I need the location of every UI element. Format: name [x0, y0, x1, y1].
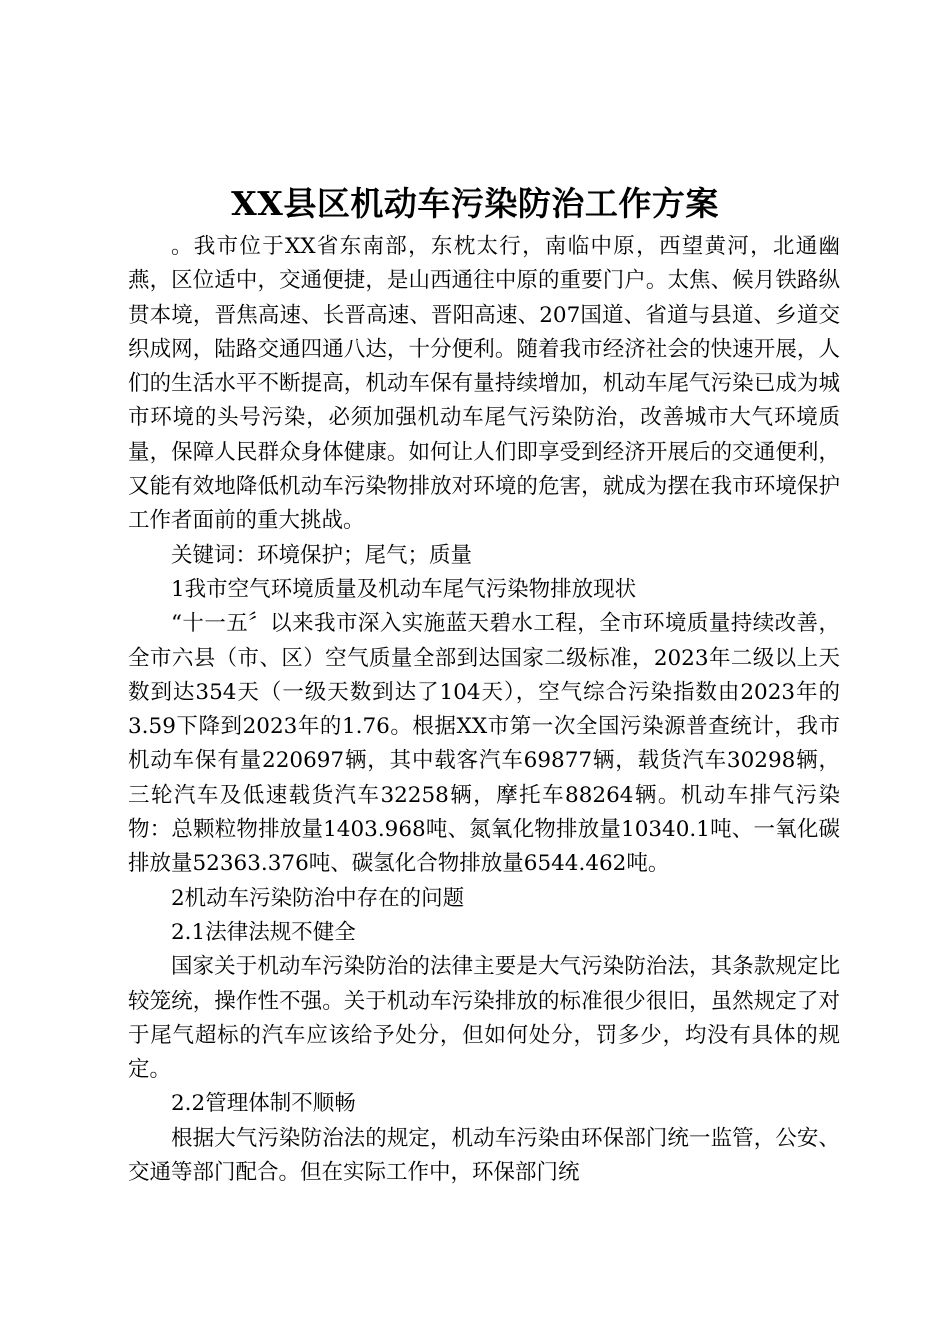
subsection-2-1-paragraph: 国家关于机动车污染防治的法律主要是大气污染防治法，其条款规定比较笼统，操作性不强。关于机动车污染排放的标准很少很旧，虽然规定了对于尾气超标的汽车应该给予处分，但如何处分，罚多少，均没有具体的规定。: [128, 954, 840, 1083]
section-heading-2: 2机动车污染防治中存在的问题: [171, 885, 465, 911]
subsection-heading-2-1: 2.1法律法规不健全: [171, 919, 356, 945]
document-body: [128, 230, 840, 1190]
intro-paragraph: 。我市位于XX省东南部，东枕太行，南临中原，西望黄河，北通幽燕，区位适中，交通便捷，是山西通往中原的重要门户。太焦、候月铁路纵贯本境，晋焦高速、长晋高速、晋阳高速、207国道、省道与县道、乡道交织成网，陆路交通四通八达，十分便利。随着我市经济社会的快速开展，人们的生活水平不断提高，机动车保有量持续增加，机动车尾气污染已成为城市环境的头号污染，必须加强机动车尾气污染防治，改善城市大气环境质量，保障人民群众身体健康。如何让人们即享受到经济开展后的交通便利，又能有效地降低机动车污染物排放对环境的危害，就成为摆在我市环境保护工作者面前的重大挑战。: [128, 234, 840, 534]
section-1-paragraph: “十一五〞以来我市深入实施蓝天碧水工程，全市环境质量持续改善，全市六县（市、区）空气质量全部到达国家二级标准，2023年二级以上天数到达354天（一级天数到达了104天），空气综合污染指数由2023年的3.59下降到2023年的1.76。根据XX市第一次全国污染源普查统计，我市机动车保有量220697辆，其中载客汽车69877辆，载货汽车30298辆，三轮汽车及低速载货汽车32258辆，摩托车88264辆。机动车排气污染物：总颗粒物排放量1403.968吨、氮氧化物排放量10340.1吨、一氧化碳排放量52363.376吨、碳氢化合物排放量6544.462吨。: [128, 611, 840, 877]
section-heading-1: 1我市空气环境质量及机动车尾气污染物排放现状: [171, 576, 637, 602]
subsection-heading-2-2: 2.2管理体制不顺畅: [171, 1091, 356, 1117]
keywords-line: 关键词：环境保护；尾气；质量: [171, 542, 473, 568]
subsection-2-2-paragraph: 根据大气污染防治法的规定，机动车污染由环保部门统一监管，公安、交通等部门配合。但在实际工作中，环保部门统: [128, 1125, 840, 1186]
document-title: XX县区机动车污染防治工作方案: [231, 184, 719, 223]
